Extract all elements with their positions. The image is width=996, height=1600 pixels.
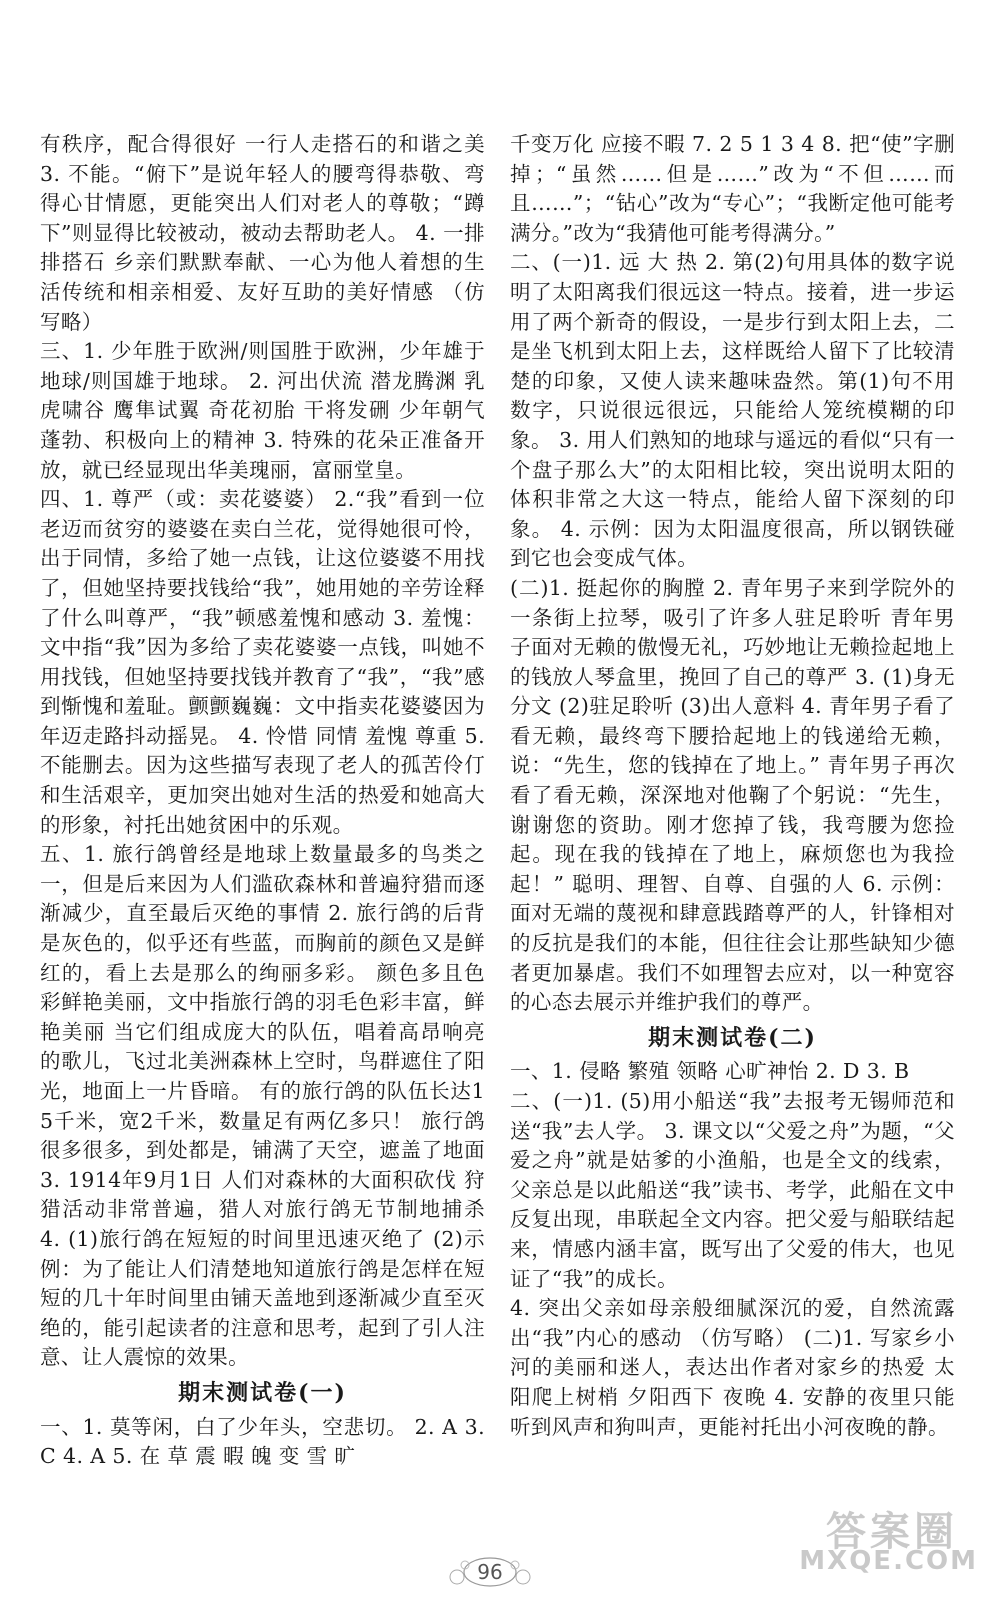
right-column [510,130,955,1442]
answer-paragraph: 一、1. 侵略 繁殖 领略 心旷神怡 2. D 3. B [510,1059,910,1084]
answer-paragraph: 有秩序，配合得很好 一行人走搭石的和谐之美 3. 不能。“俯下”是说年轻人的腰弯得恭敬、弯得心甘情愿，更能突出人们对老人的尊敬；“蹲下”则显得比较被动，被动去帮助老人。 4. 一排排搭石 乡亲们默默奉献、一心为他人着想的生活传统和相亲相爱、友好互助的美好情感 （仿写略） [40,132,485,334]
answer-paragraph: 二、(一)1. (5)用小船送“我”去报考无锡师范和送“我”去人学。 3. 课文以“父爱之舟”为题，“父爱之舟”就是姑爹的小渔船，也是全文的线索，父亲总是以此船送“我”读书、考学，此船在文中反复出现，串联起全文内容。把父爱与船联结起来，情感内涵丰富，既写出了父爱的伟大，也见证了“我”的成长。 [510,1089,955,1291]
answer-paragraph: (二)1. 挺起你的胸膛 2. 青年男子来到学院外的一条街上拉琴，吸引了许多人驻足聆听 青年男子面对无赖的傲慢无礼，巧妙地让无赖捡起地上的钱放人琴盒里，挽回了自己的尊严 3. (1)身无分文 (2)驻足聆听 (3)出人意料 4. 青年男子看了看无赖，最终弯下腰拾起地上的钱递给无赖，说：“先生，您的钱掉在了地上。” 青年男子再次看了看无赖，深深地对他鞠了个躬说：“先生，谢谢您的资助。刚才您掉了钱，我弯腰为您捡起。现在我的钱掉在了地上，麻烦您也为我捡起！” 聪明、理智、自尊、自强的人 6. 示例：面对无端的蔑视和肆意践踏尊严的人，针锋相对的反抗是我们的本能，但往往会让那些缺知少德者更加暴虐。我们不如理智去应对，以一种宽容的心态去展示并维护我们的尊严。 [510,575,955,1015]
watermark-url: MXQE.COM [799,1546,978,1576]
left-column [40,130,485,1472]
page-number [445,1553,535,1591]
section-heading: 期末测试卷(二) [648,1024,817,1051]
answer-paragraph: 五、1. 旅行鸽曾经是地球上数量最多的鸟类之一，但是后来因为人们滥砍森林和普遍狩猎而逐渐减少，直至最后灭绝的事情 2. 旅行鸽的后背是灰色的，似乎还有些蓝，而胸前的颜色又是鲜红的，看上去是那么的绚丽多彩。 颜色多且色彩鲜艳美丽，文中指旅行鸽的羽毛色彩丰富，鲜艳美丽 当它们组成庞大的队伍，唱着高昂响亮的歌儿，飞过北美洲森林上空时，鸟群遮住了阳光，地面上一片昏暗。 有的旅行鸽的队伍长达15千米，宽2千米，数量足有两亿多只！ 旅行鸽很多很多，到处都是，铺满了天空，遮盖了地面 3. 1914年9月1日 人们对森林的大面积砍伐 狩猎活动非常普遍，猎人对旅行鸽无节制地捕杀 4. (1)旅行鸽在短短的时间里迅速灭绝了 (2)示例：为了能让人们清楚地知道旅行鸽是怎样在短短的几十年时间里由铺天盖地到逐渐减少直至灭绝的，能引起读者的注意和思考，起到了引人注意、让人震惊的效果。 [40,842,485,1370]
answer-paragraph: 一、1. 莫等闲，白了少年头，空悲切。 2. A 3. C 4. A 5. 在 草 震 暇 魄 变 雪 旷 [40,1414,485,1469]
answer-paragraph: 三、1. 少年胜于欧洲/则国胜于欧洲，少年雄于地球/则国雄于地球。 2. 河出伏流 潜龙腾渊 乳虎啸谷 鹰隼试翼 奇花初胎 干将发硎 少年朝气蓬勃、积极向上的精神 3. 特殊的花朵正准备开放，就已经显现出华美瑰丽，富丽堂皇。 [40,339,485,482]
section-heading: 期末测试卷(一) [178,1379,347,1406]
watermark-logo-text: 答案圈 [826,1509,958,1555]
page-number-text: 96 [477,1560,503,1584]
answer-paragraph: 4. 突出父亲如母亲般细腻深沉的爱，自然流露出“我”内心的感动 （仿写略） (二)1. 写家乡小河的美丽和迷人，表达出作者对家乡的热爱 太阳爬上树梢 夕阳西下 夜晚 4. 安静的夜里只能听到风声和狗叫声，更能衬托出小河夜晚的静。 [510,1296,955,1439]
answer-paragraph: 二、(一)1. 远 大 热 2. 第(2)句用具体的数字说明了太阳离我们很远这一特点。接着，进一步运用了两个新奇的假设，一是步行到太阳上去，二是坐飞机到太阳上去，这样既给人留下了比较清楚的印象，又使人读来趣味盎然。第(1)句不用数字，只说很远很远，只能给人笼统模糊的印象。 3. 用人们熟知的地球与遥远的看似“只有一个盘子那么大”的太阳相比较，突出说明太阳的体积非常之大这一特点，能给人留下深刻的印象。 4. 示例：因为太阳温度很高，所以钢铁碰到它也会变成气体。 [510,250,955,571]
watermark [768,1500,978,1580]
answer-paragraph: 四、1. 尊严（或：卖花婆婆） 2.“我”看到一位老迈而贫穷的婆婆在卖白兰花，觉得她很可怜，出于同情，多给了她一点钱，让这位婆婆不用找了，但她坚持要找钱给“我”，她用她的辛劳诠释了什么叫尊严，“我”顿感羞愧和感动 3. 羞愧：文中指“我”因为多给了卖花婆婆一点钱，叫她不用找钱，但她坚持要找钱并教育了“我”，“我”感到惭愧和羞耻。颤颤巍巍：文中指卖花婆婆因为年迈走路抖动摇晃。 4. 怜惜 同情 羞愧 尊重 5. 不能删去。因为这些描写表现了老人的孤苦伶仃和生活艰辛，更加突出她对生活的热爱和她高大的形象，衬托出她贫困中的乐观。 [40,487,485,837]
answer-paragraph: 千变万化 应接不暇 7. 2 5 1 3 4 8. 把“使”字删掉；“虽然……但是……”改为“不但……而且……”；“钻心”改为“专心”；“我断定他可能考满分。”改为“我猜他可能考得满分。” [510,132,955,245]
